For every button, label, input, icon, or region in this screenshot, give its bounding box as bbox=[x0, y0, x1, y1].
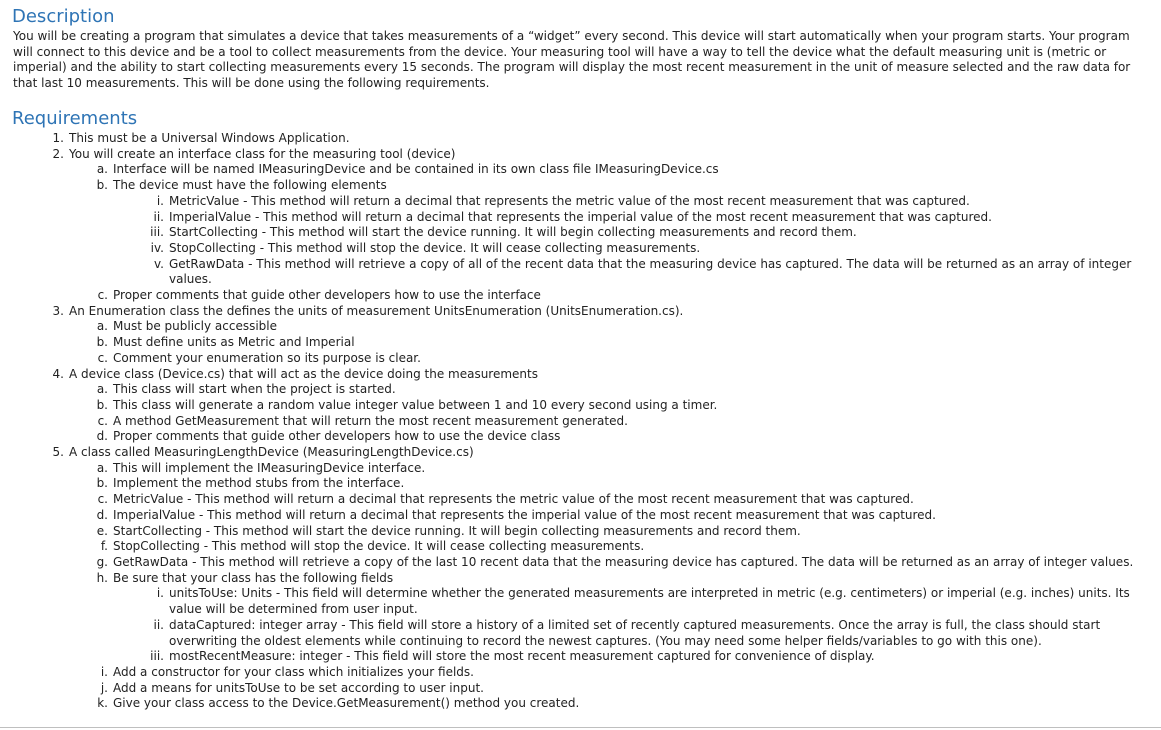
list-marker: a. bbox=[96, 319, 108, 334]
list-marker: b. bbox=[96, 335, 108, 350]
requirement-item bbox=[0, 367, 1161, 383]
requirement-subitem bbox=[0, 398, 1161, 414]
list-item-text: Give your class access to the Device.GetMeasurement() method you created. bbox=[113, 696, 580, 711]
list-marker: e. bbox=[96, 523, 108, 538]
list-item-text: dataCaptured: integer array - This field will store a history of a limited set of recently captured measurements. Once the array is full, the class should start overwriting the oldest elements while continuing to record the newest captures. (You may need some helper fields/variables to go with this one). bbox=[169, 617, 1101, 648]
requirement-subsubitem bbox=[0, 586, 1161, 617]
requirement-subitem bbox=[0, 508, 1161, 524]
list-marker: h. bbox=[96, 570, 108, 585]
requirement-subitem bbox=[0, 539, 1161, 555]
requirements-list bbox=[0, 131, 1161, 712]
list-item-text: StopCollecting - This method will stop the device. It will cease collecting measurements. bbox=[169, 240, 701, 255]
requirement-subsubitem bbox=[0, 649, 1161, 665]
list-marker: a. bbox=[96, 460, 108, 475]
list-item-text: Proper comments that guide other developers how to use the device class bbox=[113, 429, 561, 444]
list-marker: 3. bbox=[52, 303, 64, 318]
list-item-text: Must be publicly accessible bbox=[113, 319, 278, 334]
list-marker: c. bbox=[97, 492, 108, 507]
list-item-text: Proper comments that guide other developers how to use the interface bbox=[113, 288, 541, 303]
list-marker: c. bbox=[97, 413, 108, 428]
requirement-subitem bbox=[0, 461, 1161, 477]
requirement-subitem bbox=[0, 571, 1161, 587]
list-marker: iii. bbox=[150, 649, 164, 664]
list-item-text: This will implement the IMeasuringDevice interface. bbox=[113, 460, 426, 475]
list-marker: d. bbox=[96, 507, 108, 522]
list-item-text: The device must have the following elements bbox=[113, 178, 387, 193]
requirement-subitem bbox=[0, 555, 1161, 571]
list-item-text: ImperialValue - This method will return a decimal that represents the imperial value of the most recent measurement that was captured. bbox=[113, 507, 936, 522]
description-heading: Description bbox=[12, 6, 115, 27]
list-item-text: StopCollecting - This method will stop the device. It will cease collecting measurements. bbox=[113, 539, 645, 554]
list-marker: k. bbox=[97, 696, 108, 711]
requirement-item bbox=[0, 147, 1161, 163]
requirement-subitem bbox=[0, 351, 1161, 367]
list-item-text: GetRawData - This method will retrieve a copy of all of the recent data that the measuring device has captured. The data will be returned as an array of integer values. bbox=[169, 256, 1132, 287]
list-item-text: An Enumeration class the defines the units of measurement UnitsEnumeration (UnitsEnumeration.cs). bbox=[69, 303, 684, 318]
requirement-subsubitem bbox=[0, 210, 1161, 226]
list-marker: c. bbox=[97, 350, 108, 365]
list-item-text: ImperialValue - This method will return a decimal that represents the imperial value of the most recent measurement that was captured. bbox=[169, 209, 992, 224]
list-marker: g. bbox=[96, 554, 108, 569]
requirement-item bbox=[0, 304, 1161, 320]
list-item-text: Comment your enumeration so its purpose is clear. bbox=[113, 350, 421, 365]
list-item-text: StartCollecting - This method will start the device running. It will begin collecting measurements and record them. bbox=[169, 225, 857, 240]
requirement-subitem bbox=[0, 696, 1161, 712]
list-item-text: This must be a Universal Windows Application. bbox=[69, 131, 350, 145]
list-marker: b. bbox=[96, 397, 108, 412]
list-item-text: This class will start when the project is started. bbox=[113, 382, 396, 397]
requirement-subitem bbox=[0, 681, 1161, 697]
requirements-heading: Requirements bbox=[12, 108, 138, 129]
requirement-subitem bbox=[0, 162, 1161, 178]
list-item-text: Add a constructor for your class which initializes your fields. bbox=[113, 664, 474, 679]
list-marker: v. bbox=[154, 256, 164, 271]
list-item-text: A class called MeasuringLengthDevice (MeasuringLengthDevice.cs) bbox=[69, 445, 474, 460]
list-item-text: MetricValue - This method will return a decimal that represents the metric value of the most recent measurement that was captured. bbox=[113, 492, 914, 507]
list-marker: i. bbox=[156, 193, 164, 208]
list-marker: b. bbox=[96, 476, 108, 491]
requirement-subitem bbox=[0, 382, 1161, 398]
requirement-item bbox=[0, 445, 1161, 461]
list-marker: 5. bbox=[52, 445, 64, 460]
list-item-text: GetRawData - This method will retrieve a copy of the last 10 recent data that the measuring device has captured. The data will be returned as an array of integer values. bbox=[113, 554, 1134, 569]
list-marker: i. bbox=[100, 664, 108, 679]
list-marker: f. bbox=[100, 539, 108, 554]
list-item-text: Must define units as Metric and Imperial bbox=[113, 335, 355, 350]
requirement-subsubitem bbox=[0, 618, 1161, 649]
list-marker: 4. bbox=[52, 366, 64, 381]
list-marker: b. bbox=[96, 178, 108, 193]
requirement-subitem bbox=[0, 476, 1161, 492]
requirement-subitem bbox=[0, 665, 1161, 681]
list-marker: 1. bbox=[52, 131, 64, 145]
requirement-subitem bbox=[0, 524, 1161, 540]
list-marker: a. bbox=[96, 382, 108, 397]
list-item-text: MetricValue - This method will return a decimal that represents the metric value of the most recent measurement that was captured. bbox=[169, 193, 970, 208]
list-marker: ii. bbox=[153, 617, 164, 632]
requirement-item bbox=[0, 131, 1161, 147]
requirement-subitem bbox=[0, 335, 1161, 351]
description-paragraph: You will be creating a program that simulates a device that takes measurements of a “widget” every second. This device will start automatically when your program starts. Your program will connect to this device and be a tool to collect measurements from the device. Your measuring tool will have a way to tell the device what the default measuring unit is (metric or imperial) and the ability to start collecting measurements every 15 seconds. The program will display the most recent measurement in the unit of measure selected and the raw data for that last 10 measurements. This will be done using the following requirements. bbox=[13, 29, 1131, 91]
list-marker: 2. bbox=[52, 146, 64, 161]
requirement-subitem bbox=[0, 429, 1161, 445]
requirement-subitem bbox=[0, 492, 1161, 508]
requirement-subsubitem bbox=[0, 241, 1161, 257]
list-marker: d. bbox=[96, 429, 108, 444]
requirement-subitem bbox=[0, 178, 1161, 194]
list-marker: a. bbox=[96, 162, 108, 177]
list-marker: iii. bbox=[150, 225, 164, 240]
page-divider bbox=[0, 727, 1161, 728]
list-item-text: This class will generate a random value integer value between 1 and 10 every second using a timer. bbox=[113, 397, 718, 412]
list-item-text: A method GetMeasurement that will return the most recent measurement generated. bbox=[113, 413, 628, 428]
requirement-subitem bbox=[0, 319, 1161, 335]
list-marker: ii. bbox=[153, 209, 164, 224]
requirement-subsubitem bbox=[0, 225, 1161, 241]
list-item-text: Add a means for unitsToUse to be set according to user input. bbox=[113, 680, 484, 695]
list-item-text: mostRecentMeasure: integer - This field will store the most recent measurement captured for convenience of display. bbox=[169, 649, 875, 664]
list-item-text: Interface will be named IMeasuringDevice and be contained in its own class file IMeasuringDevice.cs bbox=[113, 162, 719, 177]
requirement-subitem bbox=[0, 288, 1161, 304]
requirement-subsubitem bbox=[0, 257, 1161, 288]
list-marker: j. bbox=[100, 680, 108, 695]
requirement-subitem bbox=[0, 414, 1161, 430]
list-item-text: A device class (Device.cs) that will act as the device doing the measurements bbox=[69, 366, 538, 381]
list-item-text: unitsToUse: Units - This field will determine whether the generated measurements are interpreted in metric (e.g. centimeters) or imperial (e.g. inches) units. Its value will be determined from user input. bbox=[169, 586, 1130, 617]
list-item-text: Implement the method stubs from the interface. bbox=[113, 476, 405, 491]
list-item-text: Be sure that your class has the following fields bbox=[113, 570, 394, 585]
list-item-text: StartCollecting - This method will start the device running. It will begin collecting measurements and record them. bbox=[113, 523, 801, 538]
list-marker: iv. bbox=[150, 240, 164, 255]
list-item-text: You will create an interface class for the measuring tool (device) bbox=[69, 146, 456, 161]
list-marker: i. bbox=[156, 586, 164, 601]
list-marker: c. bbox=[97, 288, 108, 303]
requirement-subsubitem bbox=[0, 194, 1161, 210]
